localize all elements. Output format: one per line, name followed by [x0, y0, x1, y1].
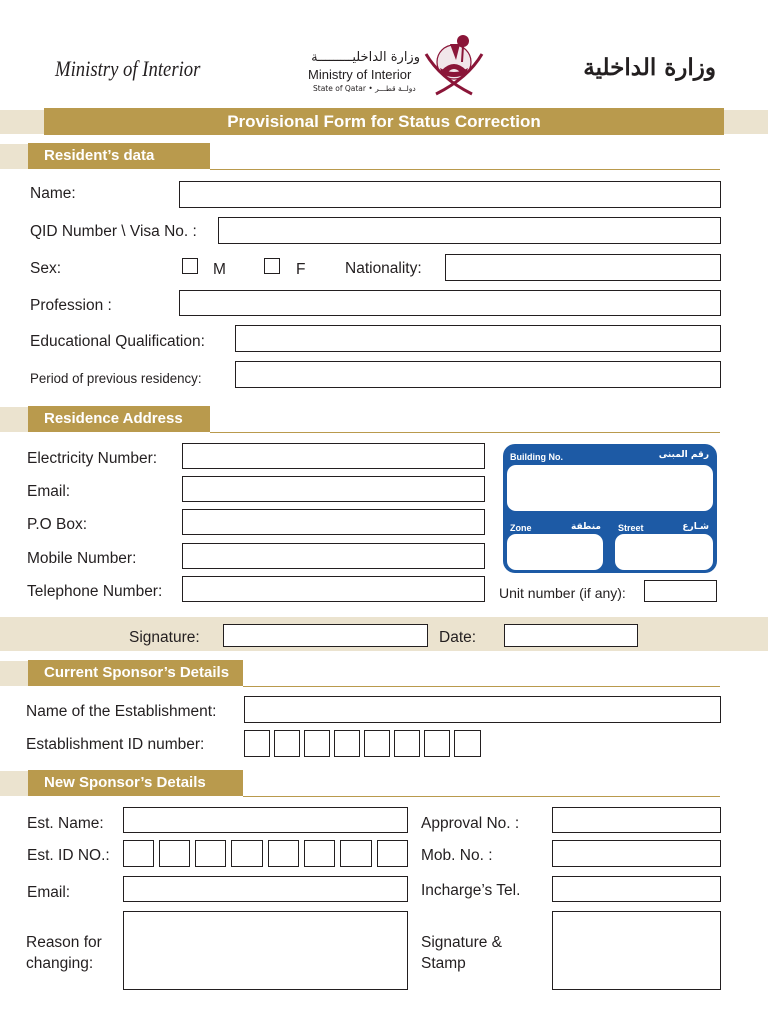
profession-field[interactable]	[179, 290, 721, 316]
mobile-label: Mobile Number:	[27, 550, 137, 567]
incharge-field[interactable]	[552, 876, 721, 902]
establishment-name-label: Name of the Establishment:	[26, 703, 217, 720]
address-email-field[interactable]	[182, 476, 485, 502]
est-name-field[interactable]	[123, 807, 408, 833]
qid-field[interactable]	[218, 217, 721, 244]
residence-address-heading: Residence Address	[28, 406, 210, 432]
establishment-id-digit[interactable]	[334, 730, 360, 757]
zone-field[interactable]	[507, 534, 603, 570]
reason-label-line1: Reason for	[26, 934, 102, 951]
est-id-label: Est. ID NO.:	[27, 847, 110, 864]
building-number-label: Building No.	[510, 452, 563, 462]
establishment-id-digit[interactable]	[424, 730, 450, 757]
sex-female-checkbox[interactable]	[264, 258, 280, 274]
unit-number-field[interactable]	[644, 580, 717, 602]
establishment-id-digit[interactable]	[454, 730, 481, 757]
period-field[interactable]	[235, 361, 721, 388]
building-number-field[interactable]	[507, 465, 713, 511]
profession-label: Profession :	[30, 297, 112, 314]
nationality-field[interactable]	[445, 254, 721, 281]
building-number-label-arabic: رقم المبنى	[658, 450, 709, 460]
reason-field[interactable]	[123, 911, 408, 990]
establishment-id-digit[interactable]	[394, 730, 420, 757]
date-field[interactable]	[504, 624, 638, 647]
unit-number-label: Unit number (if any):	[499, 585, 626, 601]
logo-english-text: Ministry of Interior	[308, 67, 412, 82]
address-email-label: Email:	[27, 483, 71, 500]
electricity-field[interactable]	[182, 443, 485, 469]
form-title: Provisional Form for Status Correction	[227, 112, 541, 131]
address-sign	[503, 444, 717, 573]
current-sponsor-rule	[243, 686, 720, 687]
establishment-id-digit[interactable]	[304, 730, 330, 757]
name-label: Name:	[30, 185, 76, 202]
street-label-arabic: شـارع	[682, 522, 709, 532]
approval-field[interactable]	[552, 807, 721, 833]
new-sponsor-heading: New Sponsor’s Details	[28, 770, 243, 796]
establishment-id-digit[interactable]	[274, 730, 300, 757]
residence-address-band-left	[0, 407, 30, 432]
street-field[interactable]	[615, 534, 713, 570]
incharge-label: Incharge’s Tel.	[421, 882, 521, 899]
current-sponsor-heading: Current Sponsor’s Details	[28, 660, 243, 686]
logo-state-text: State of Qatar • دولــة قطـــر	[313, 84, 416, 93]
est-id-digit[interactable]	[304, 840, 335, 867]
street-label: Street	[618, 523, 644, 533]
qatar-emblem-icon	[420, 32, 488, 98]
zone-label-arabic: منطقة	[571, 522, 601, 532]
signature-label: Signature:	[129, 629, 200, 646]
establishment-id-digit[interactable]	[364, 730, 390, 757]
signature-stamp-field[interactable]	[552, 911, 721, 990]
stamp-label-line1: Signature &	[421, 934, 502, 951]
mob-label: Mob. No. :	[421, 847, 493, 864]
reason-label-line2: changing:	[26, 955, 94, 972]
sex-label: Sex:	[30, 260, 62, 277]
establishment-name-field[interactable]	[244, 696, 721, 723]
qid-label: QID Number \ Visa No. :	[30, 223, 197, 240]
period-label: Period of previous residency:	[30, 370, 202, 386]
logo-arabic-text: وزارة الداخليـــــــــة	[311, 50, 420, 65]
approval-label: Approval No. :	[421, 815, 520, 832]
electricity-label: Electricity Number:	[27, 450, 158, 467]
mobile-field[interactable]	[182, 543, 485, 569]
sex-male-label: M	[213, 261, 226, 278]
pobox-label: P.O Box:	[27, 516, 88, 533]
est-id-digit[interactable]	[268, 840, 299, 867]
residents-data-band-left	[0, 144, 30, 169]
est-id-digit[interactable]	[195, 840, 226, 867]
telephone-field[interactable]	[182, 576, 485, 602]
ministry-name-english: Ministry of Interior	[55, 56, 201, 81]
est-name-label: Est. Name:	[27, 815, 104, 832]
establishment-id-label: Establishment ID number:	[26, 736, 205, 753]
nationality-label: Nationality:	[345, 260, 422, 277]
est-id-digit[interactable]	[159, 840, 190, 867]
residents-data-heading: Resident’s data	[28, 143, 210, 169]
zone-label: Zone	[510, 523, 532, 533]
signature-field[interactable]	[223, 624, 428, 647]
sex-male-checkbox[interactable]	[182, 258, 198, 274]
est-id-digit[interactable]	[340, 840, 372, 867]
education-field[interactable]	[235, 325, 721, 352]
date-label: Date:	[439, 629, 477, 646]
residents-data-rule	[210, 169, 720, 170]
new-sponsor-band-left	[0, 771, 30, 796]
new-sponsor-rule	[243, 796, 720, 797]
header	[0, 0, 768, 105]
sex-female-label: F	[296, 261, 306, 278]
mob-field[interactable]	[552, 840, 721, 867]
est-id-digit[interactable]	[231, 840, 263, 867]
new-sponsor-email-label: Email:	[27, 884, 71, 901]
name-field[interactable]	[179, 181, 721, 208]
establishment-id-digit[interactable]	[244, 730, 270, 757]
education-label: Educational Qualification:	[30, 333, 205, 350]
current-sponsor-band-left	[0, 661, 30, 686]
residence-address-rule	[210, 432, 720, 433]
new-sponsor-email-field[interactable]	[123, 876, 408, 902]
est-id-digit[interactable]	[377, 840, 408, 867]
est-id-digit[interactable]	[123, 840, 154, 867]
ministry-name-arabic: وزارة الداخلية	[583, 54, 716, 81]
telephone-label: Telephone Number:	[27, 583, 163, 600]
stamp-label-line2: Stamp	[421, 955, 466, 972]
pobox-field[interactable]	[182, 509, 485, 535]
